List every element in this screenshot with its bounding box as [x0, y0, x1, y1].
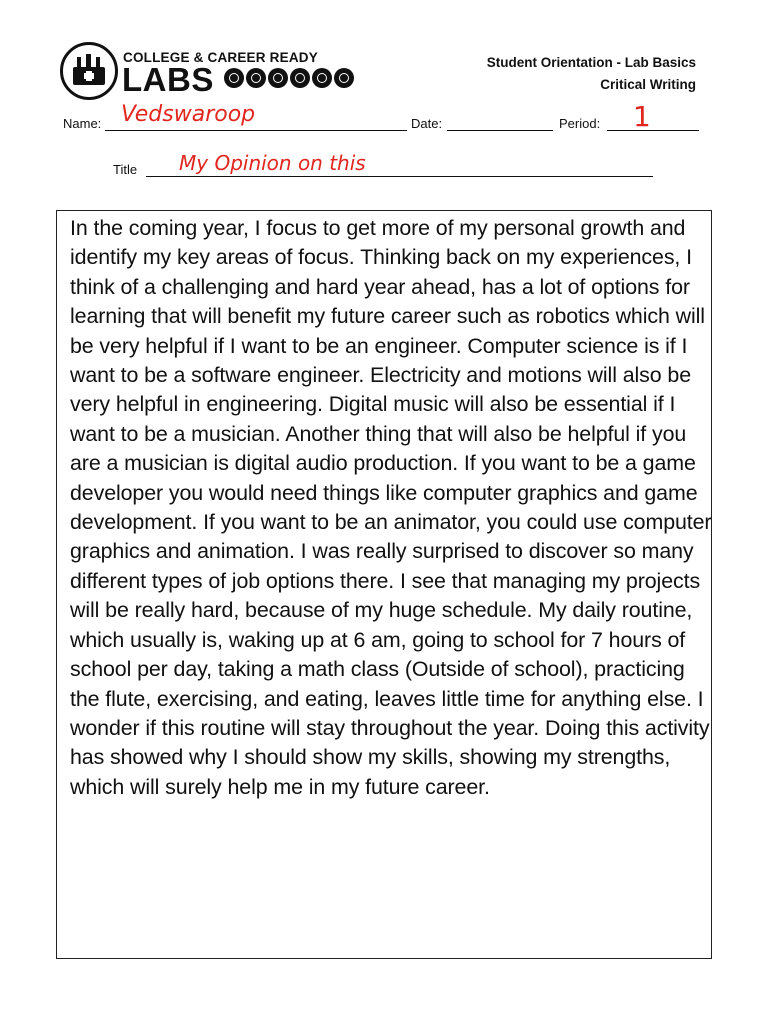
logo-wordmark: LABS	[122, 61, 214, 98]
essay-response-box[interactable]	[56, 210, 712, 959]
unit-title: Student Orientation - Lab Basics	[486, 55, 696, 70]
period-label: Period:	[559, 116, 601, 131]
student-info-row	[63, 100, 703, 136]
period-field[interactable]	[607, 114, 699, 131]
lab-badge-icon	[312, 68, 332, 88]
title-value: My Opinion on this	[179, 151, 366, 175]
date-field[interactable]	[447, 114, 553, 131]
date-label: Date:	[411, 116, 443, 131]
toolbox-icon	[60, 42, 118, 100]
lab-badge-icon	[246, 68, 266, 88]
lab-badge-icon	[334, 68, 354, 88]
name-value: Vedswaroop	[121, 102, 256, 127]
worksheet-subtitle: Critical Writing	[600, 77, 696, 92]
essay-text: In the coming year, I focus to get more of my personal growth and identify my key areas of focus. Thinking back on my experiences, I think of a challenging and hard year ahead, has a lot of options for learning that will benefit my future career such as robotics which will be very helpful if I want to be an engineer. Computer science is if I want to be a software engineer. Electricity and motions will also be very helpful in engineering. Digital music will also be essential if I want to be a musician. Another thing that will also be helpful if you are a musician is digital audio production. If you want to be a game developer you would need things like computer graphics and game development. If you want to be an animator, you could use computer graphics and animation. I was really surprised to discover so many different types of job options there. I see that managing my projects will be really hard, because of my huge schedule. My daily routine, which usually is, waking up at 6 am, going to school for 7 hours of school per day, taking a math class (Outside of school), practicing the flute, exercising, and eating, leaves little time for anything else. I wonder if this routine will stay throughout the year. Doing this activity has showed why I should show my skills, showing my strengths, which will surely help me in my future career.	[70, 216, 712, 799]
logo-tagline: COLLEGE & CAREER READY	[123, 50, 318, 65]
lab-badge-icon	[290, 68, 310, 88]
college-career-labs-logo	[60, 42, 320, 106]
logo-badge-row	[224, 68, 354, 88]
lab-badge-icon	[268, 68, 288, 88]
title-label: Title	[113, 162, 138, 177]
period-value: 1	[633, 100, 651, 133]
name-label: Name:	[63, 116, 102, 131]
title-row	[113, 151, 673, 182]
worksheet-heading	[487, 52, 696, 96]
lab-badge-icon	[224, 68, 244, 88]
